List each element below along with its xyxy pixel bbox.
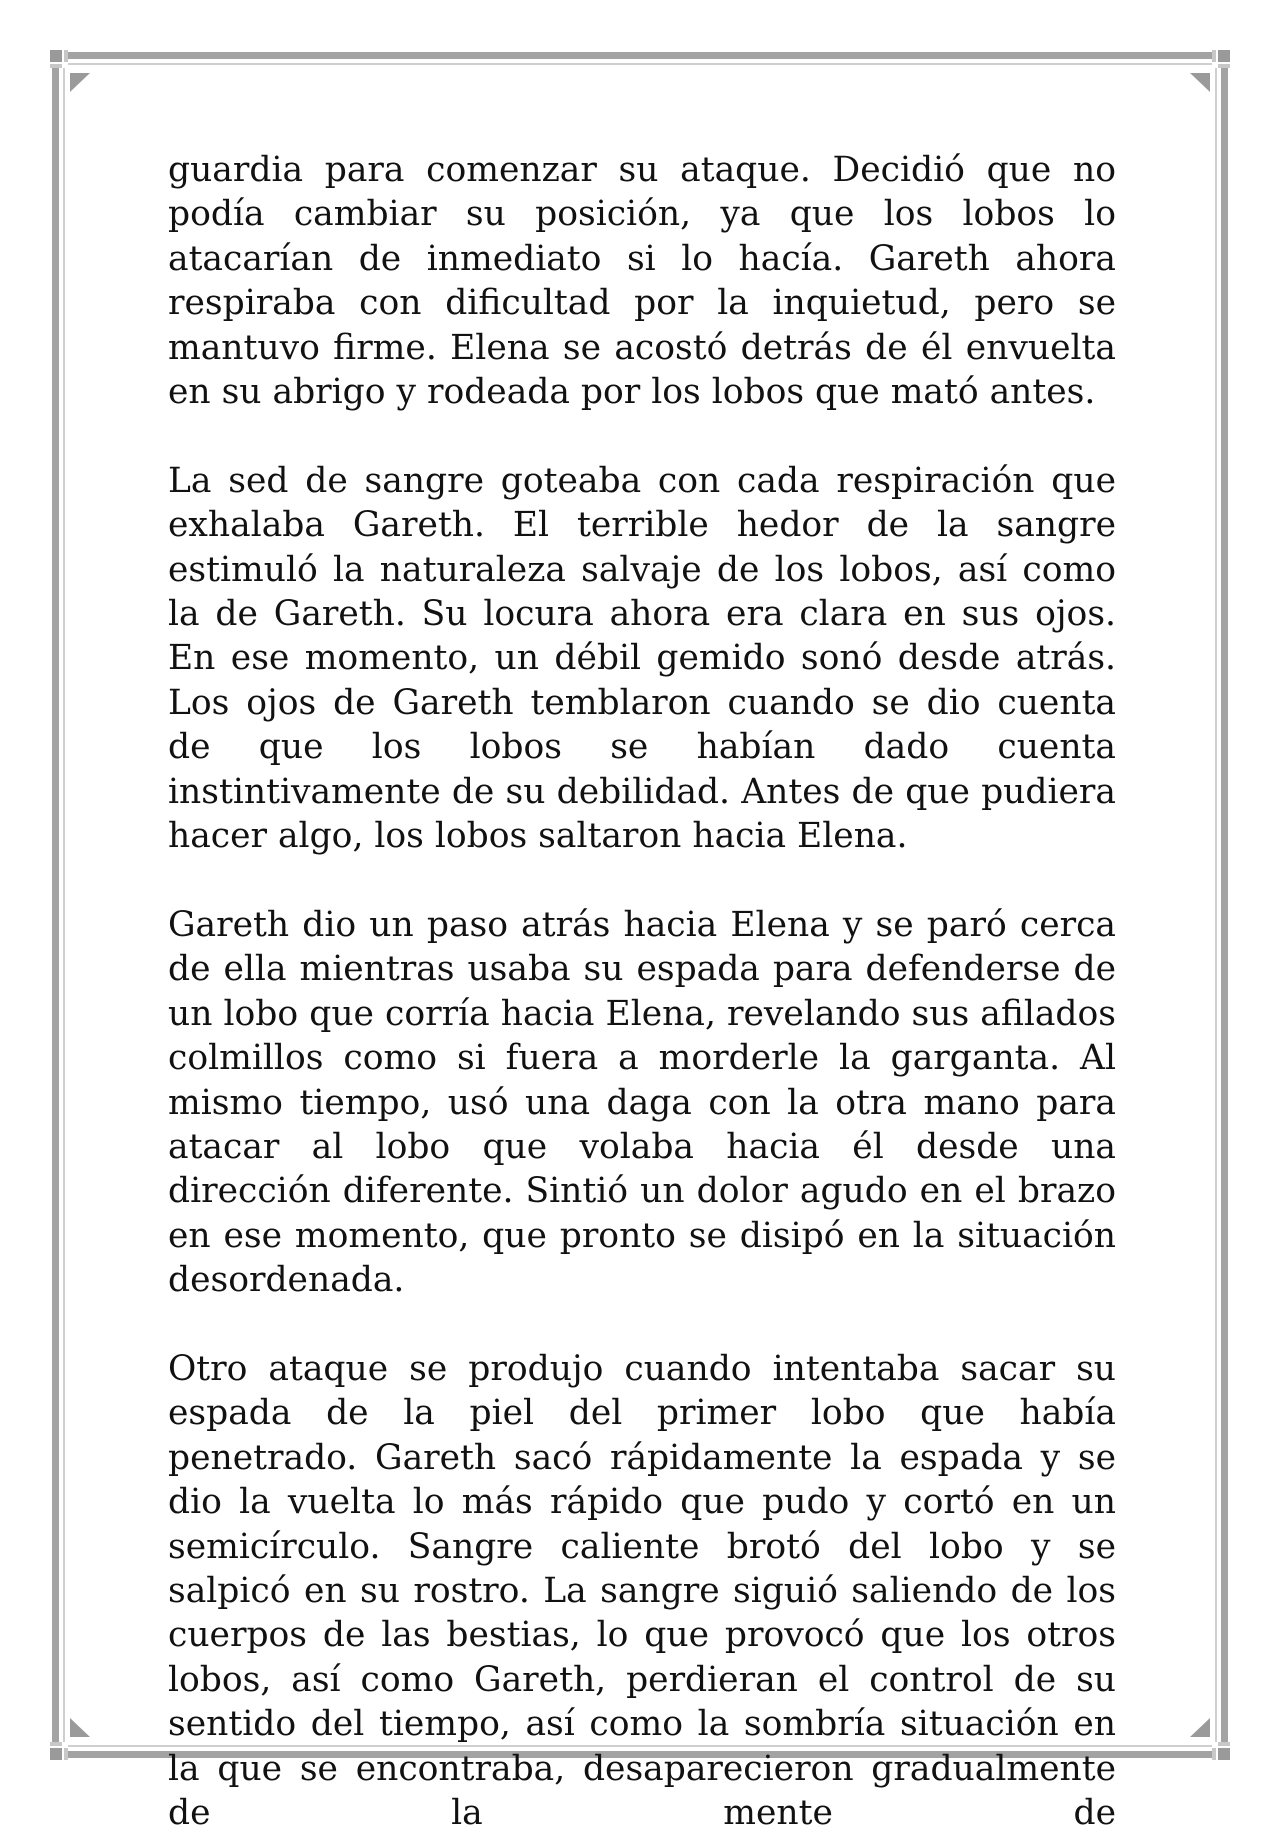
page-body-text bbox=[168, 148, 1116, 1835]
paragraph-4: Otro ataque se produjo cuando intentaba sacar su espada de la piel del primer lobo que había penetrado. Gareth sacó rápidamente la espada y se dio la vuelta lo más rápido que pudo y cortó en un semicírculo. Sangre caliente brotó del lobo y se salpicó en su rostro. La sangre siguió saliendo de los cuerpos de las bestias, lo que provocó que los otros lobos, así como Gareth, perdieran el control de su sentido del tiempo, así como la sombría situación en la que se encontraba, desaparecieron gradualmente de la mente de bbox=[168, 1348, 1116, 1833]
paragraph-2: La sed de sangre goteaba con cada respiración que exhalaba Gareth. El terrible hedor de la sangre estimuló la naturaleza salvaje de los lobos, así como la de Gareth. Su locura ahora era clara en sus ojos. En ese momento, un débil gemido sonó desde atrás. Los ojos de Gareth temblaron cuando se dio cuenta de que los lobos se habían dado cuenta instintivamente de su debilidad. Antes de que pudiera hacer algo, los lobos saltaron hacia Elena. bbox=[168, 460, 1116, 857]
paragraph-1: guardia para comenzar su ataque. Decidió que no podía cambiar su posición, ya que los lobos lo atacarían de inmediato si lo hacía. Gareth ahora respiraba con dificultad por la inquietud, pero se mantuvo firme. Elena se acostó detrás de él envuelta en su abrigo y rodeada por los lobos que mató antes. bbox=[168, 150, 1116, 413]
paragraph-3: Gareth dio un paso atrás hacia Elena y se paró cerca de ella mientras usaba su espada para defenderse de un lobo que corría hacia Elena, revelando sus afilados colmillos como si fuera a morderle la garganta. Al mismo tiempo, usó una daga con la otra mano para atacar al lobo que volaba hacia él desde una dirección diferente. Sintió un dolor agudo en el brazo en ese momento, que pronto se disipó en la situación desordenada. bbox=[168, 904, 1116, 1301]
